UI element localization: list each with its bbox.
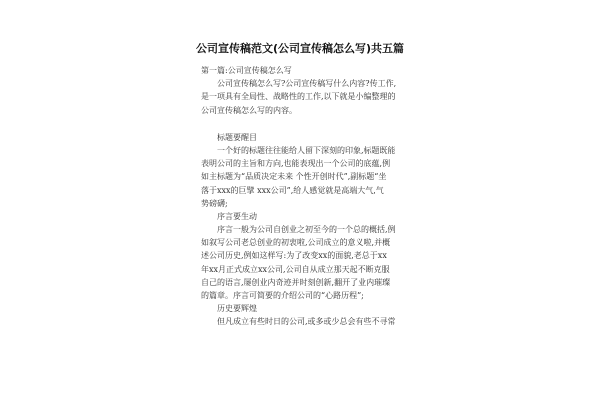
paragraph-line: 如叙写公司老总创业的初衷啦,公司成立的意义啦,并概 bbox=[201, 238, 391, 248]
paragraph-line: 公司宣传稿怎么写的内容。 bbox=[201, 105, 297, 115]
paragraph-line: 年xx月正式成立xx公司,公司自从成立那天起不断克服 bbox=[201, 264, 390, 274]
paragraph-line: 一个好的标题往往能给人留下深刻的印象,标题既能 bbox=[217, 145, 396, 155]
paragraph-line: 如主标题为“品质决定未来 个性开创时代”,副标题“坐 bbox=[201, 172, 387, 182]
document-title: 公司宣传稿范文(公司宣传稿怎么写)共五篇 bbox=[195, 42, 405, 55]
paragraph-line: 的篇章。序言可简要的介绍公司的“心路历程”; bbox=[201, 291, 364, 300]
paragraph-line: 落于xxx的巨擘 xxx公司”,给人感觉就是高端大气,气 bbox=[201, 185, 384, 195]
subheading-title: 标题要醒目 bbox=[217, 132, 257, 142]
paragraph-line: 自己的语言,屡创业内奇迹并时刻创新,翻开了业内璀璨 bbox=[201, 277, 391, 287]
subheading-preface: 序言要生动 bbox=[217, 211, 257, 221]
document-body bbox=[201, 64, 401, 329]
paragraph-line: 表明公司的主旨和方向,也能表现出一个公司的底蕴,例 bbox=[201, 159, 391, 169]
paragraph-line: 述公司历史,例如这样写:为了改变xx的面貌,老总于xx bbox=[201, 251, 387, 261]
paragraph-line: 是一项具有全局性、战略性的工作,以下就是小编整理的 bbox=[201, 92, 396, 102]
section-heading: 第一篇:公司宣传稿怎么写 bbox=[201, 66, 292, 75]
paragraph-line: 但凡成立有些时日的公司,或多或少总会有些不寻常 bbox=[217, 317, 396, 327]
subheading-history: 历史要辉煌 bbox=[217, 304, 257, 314]
spacer bbox=[201, 117, 401, 131]
paragraph-line: 势磅礴; bbox=[201, 198, 228, 208]
paragraph-line: 公司宣传稿怎么写?公司宣传稿写什么内容?传工作, bbox=[217, 79, 397, 89]
paragraph-line: 序言一般为公司自创业之初至今的一个总的概括,例 bbox=[217, 225, 396, 235]
